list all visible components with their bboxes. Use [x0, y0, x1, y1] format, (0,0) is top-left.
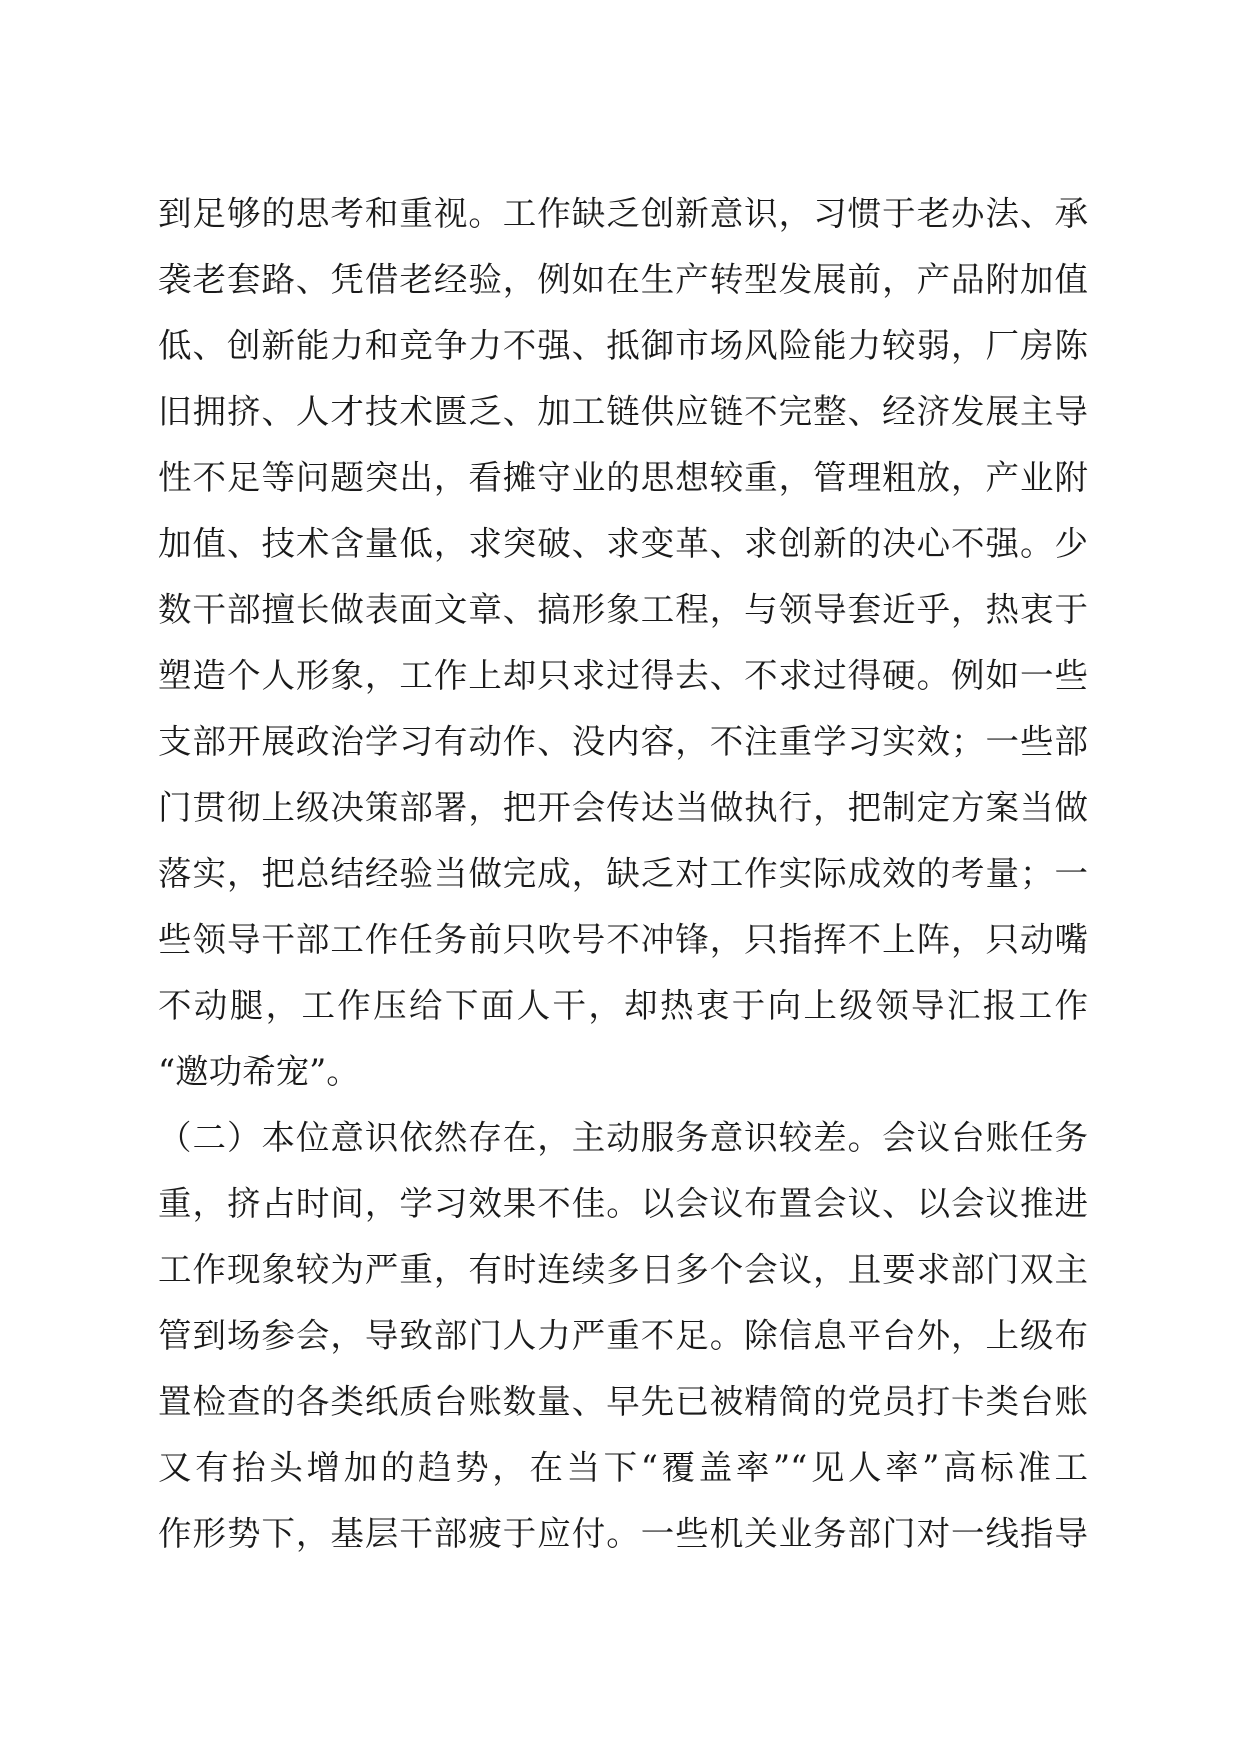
text-line: 又有抬头增加的趋势，在当下“覆盖率”“见人率”高标准工 — [158, 1448, 1088, 1487]
text-line: 不动腿，工作压给下面人干，却热衷于向上级领导汇报工作 — [158, 986, 1088, 1025]
text-line: 落实，把总结经验当做完成，缺乏对工作实际成效的考量；一 — [158, 854, 1088, 893]
text-line: 些领导干部工作任务前只吹号不冲锋，只指挥不上阵，只动嘴 — [158, 920, 1088, 959]
text-line: 加值、技术含量低，求突破、求变革、求创新的决心不强。少 — [158, 524, 1088, 563]
text-line: 工作现象较为严重，有时连续多日多个会议，且要求部门双主 — [158, 1250, 1088, 1289]
text-line: 门贯彻上级决策部署，把开会传达当做执行，把制定方案当做 — [158, 788, 1088, 827]
text-line: “邀功希宠”。 — [158, 1052, 360, 1091]
text-line: 低、创新能力和竞争力不强、抵御市场风险能力较弱，厂房陈 — [158, 326, 1088, 365]
text-line: 作形势下，基层干部疲于应付。一些机关业务部门对一线指导 — [158, 1514, 1088, 1553]
text-line: 置检查的各类纸质台账数量、早先已被精简的党员打卡类台账 — [158, 1382, 1088, 1421]
text-line: 管到场参会，导致部门人力严重不足。除信息平台外，上级布 — [158, 1316, 1088, 1355]
text-line: 数干部擅长做表面文章、搞形象工程，与领导套近乎，热衷于 — [158, 590, 1088, 629]
text-line: （二）本位意识依然存在，主动服务意识较差。会议台账任务 — [158, 1118, 1088, 1157]
text-line: 袭老套路、凭借老经验，例如在生产转型发展前，产品附加值 — [158, 260, 1088, 299]
text-line: 支部开展政治学习有动作、没内容，不注重学习实效；一些部 — [158, 722, 1088, 761]
text-line: 塑造个人形象，工作上却只求过得去、不求过得硬。例如一些 — [158, 656, 1088, 695]
text-line: 到足够的思考和重视。工作缺乏创新意识，习惯于老办法、承 — [158, 194, 1088, 233]
text-line: 性不足等问题突出，看摊守业的思想较重，管理粗放，产业附 — [158, 458, 1088, 497]
text-line: 旧拥挤、人才技术匮乏、加工链供应链不完整、经济发展主导 — [158, 392, 1088, 431]
text-line: 重，挤占时间，学习效果不佳。以会议布置会议、以会议推进 — [158, 1184, 1088, 1223]
body-text — [158, 181, 1088, 1567]
